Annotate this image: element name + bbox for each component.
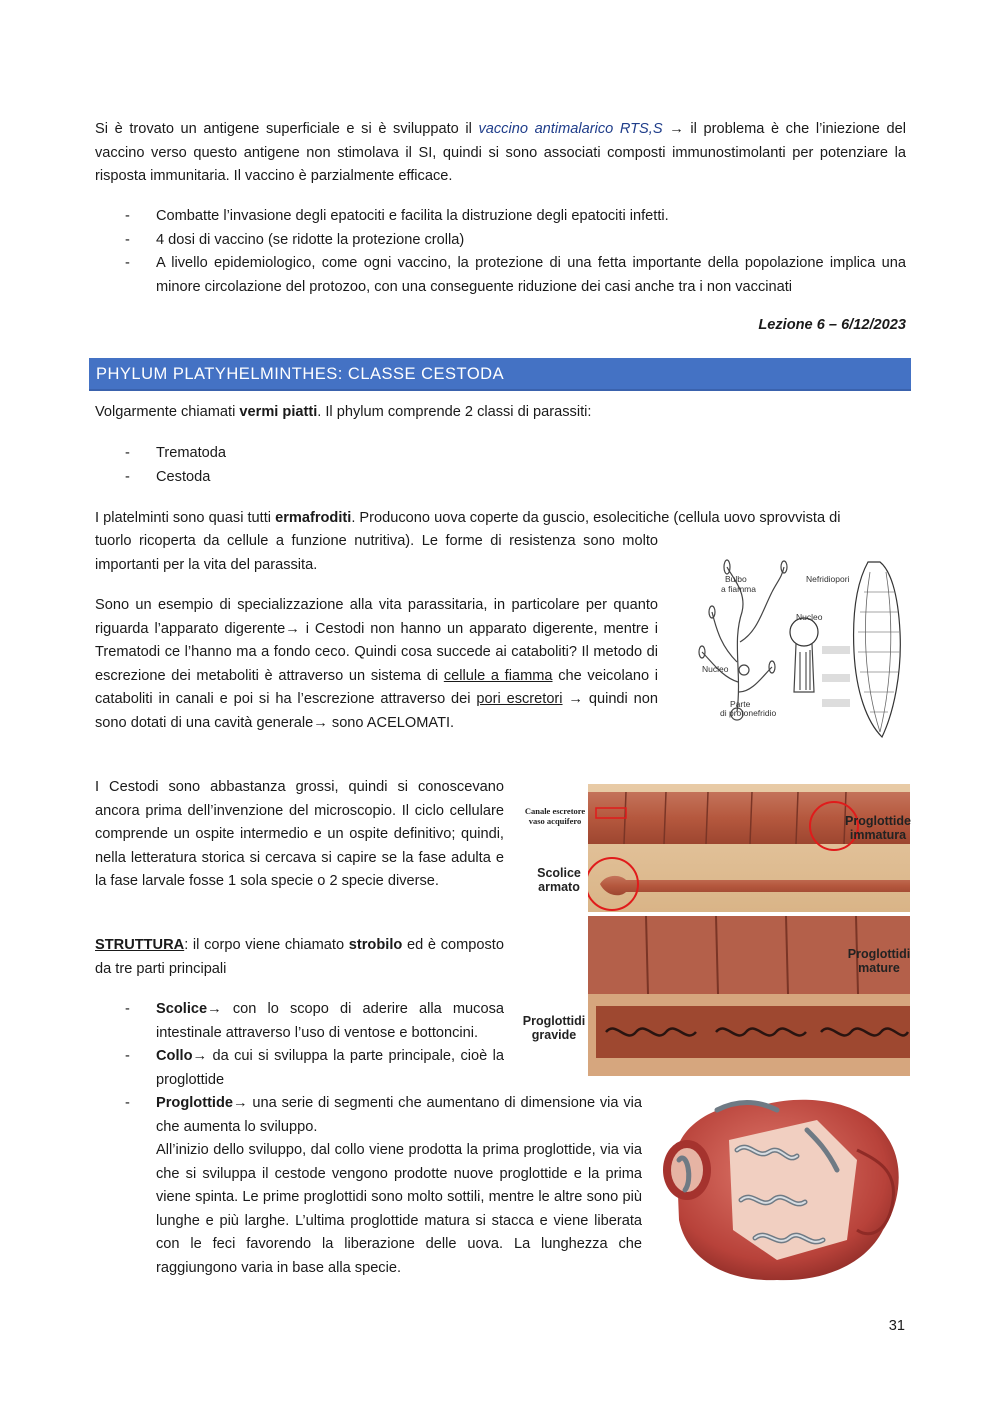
label-scolice: Scolice armato (537, 866, 581, 894)
text: . Producono uova coperte da guscio, esolecitiche (cellula uovo sprovvista di (351, 510, 841, 526)
text: All’inizio dello sviluppo, dal collo viene prodotta la prima proglottide, via via che si sviluppa il cestode vengono prodotte nuove proglottide e la prima viene spinta. Le prime proglottidi sono molto sottili, mentre le altre sono più lunghe e più larghe. L’ultima proglottide matura si stacca e viene liberata con le feci favorendo la liberazione delle uova. La lunghezza che raggiungono varia in base alla specie. (156, 1142, 642, 1276)
section-heading: PHYLUM PLATYHELMINTHES: CLASSE CESTODA (89, 358, 911, 391)
label-bulbo: Bulbo (725, 574, 747, 584)
tapeworm-photo-figure (516, 784, 910, 1076)
vaccine-link-text: vaccino antimalarico RTS,S (478, 121, 663, 137)
underlined-term: pori escretori (476, 691, 563, 707)
cestodi-paragraph: I Cestodi sono abbastanza grossi, quindi si conoscevano ancora prima dell’invenzione del microscopio. Il ciclo cellulare comprende un ospite intermedio e un ospite definitivo; quindi, nella letteratura storica si cercava si capire se la fase adulta e la fase larvale fosse 1 sola specie o 2 specie diverse. (95, 779, 504, 889)
label-parte-2: di protonefridio (720, 708, 777, 718)
text: → con lo scopo di aderire alla mucosa intestinale attraverso l’uso di ventose e bottoncini. (156, 1001, 504, 1041)
list-item (95, 998, 504, 1045)
text: ed è composto da tre parti principali (95, 937, 504, 977)
text: Sono un esempio di specializzazione alla vita parassitaria, in particolare per quanto riguarda l’apparato digerente→ i Cestodi non hanno un apparato digerente, mentre i Trematodi ce l’hanno ma a fondo ceco. Quindi cosa succede ai cataboliti? Il metodo di escrezione dei metaboliti è attraverso un sistema di (95, 597, 658, 684)
intro-text-cont: → il problema è che l’iniezione del vaccino verso questo antigene non stimolava il SI, quindi si sono associati composti immunostimolanti per potenziare la risposta immunitaria. Il vaccino è parzialmente efficace. (95, 121, 907, 184)
text: : il corpo viene chiamato (184, 937, 349, 953)
list-item: - 4 dosi di vaccino (se ridotte la protezione crolla) (95, 229, 906, 253)
struttura-label: STRUTTURA (95, 937, 185, 953)
list-item (95, 1045, 504, 1092)
protonephridium-diagram (672, 552, 908, 742)
protonephridium-figure (672, 552, 908, 742)
text: che veicolano i cataboliti in canali e poi si ha l’escrezione attraverso dei (95, 667, 658, 707)
label-parte: Parte (730, 699, 751, 709)
intro-paragraph (95, 118, 906, 189)
list-item: - Trematoda (95, 442, 906, 466)
intro-platyhelminthes (95, 401, 906, 425)
text: . Il phylum comprende 2 classi di parassiti: (317, 404, 592, 420)
label-nucleo-2: Nucleo (702, 664, 729, 674)
label-gravide: Proglottidi gravide (522, 1014, 586, 1042)
intro-text: Si è trovato un antigene superficiale e si è sviluppato il (95, 121, 479, 137)
bold-term: ermafroditi (275, 510, 352, 526)
parts-list (95, 998, 504, 1092)
label-nucleo: Nucleo (796, 612, 823, 622)
part-name: Proglottide (156, 1095, 234, 1111)
label-canale: Canale escretore vaso acquifero (524, 806, 586, 826)
specialization-paragraph (95, 594, 658, 735)
ermafroditi-continued: tuorlo ricoperta da cellule a funzione nutritiva). Le forme di resistenza sono molto importanti per la vita del parassita. (95, 533, 658, 573)
list-item: - A livello epidemiologico, come ogni vaccino, la protezione di una fetta importante della popolazione implica una minore circolazione del protozoo, con una conseguente riduzione dei casi anche tra i non vaccinati (95, 252, 906, 299)
text: Volgarmente chiamati (95, 404, 240, 420)
label-nefridiopori: Nefridiopori (806, 574, 850, 584)
bold-term: vermi piatti (239, 404, 318, 420)
classes-list (95, 442, 906, 489)
text: → da cui si sviluppa la parte principale, cioè la proglottide (156, 1048, 504, 1088)
lesson-date: Lezione 6 – 6/12/2023 (758, 317, 906, 333)
intestine-illustration (657, 1090, 907, 1290)
label-mature: Proglottidi mature (847, 947, 911, 975)
ermafroditi-line (95, 507, 906, 531)
parts-list-cont (95, 1092, 642, 1280)
part-name: Scolice (156, 1001, 208, 1017)
list-item: - Combatte l’invasione degli epatociti e facilita la distruzione degli epatociti infetti. (95, 205, 906, 229)
label-immatura: Proglottide immatura (845, 814, 911, 842)
struttura-paragraph (95, 934, 504, 981)
page-number: 31 (888, 1318, 905, 1334)
intestine-figure (657, 1090, 907, 1290)
underlined-term: cellule a fiamma (443, 667, 553, 684)
part-name: Collo (156, 1048, 193, 1064)
list-item (95, 1092, 642, 1280)
text: I platelminti sono quasi tutti (95, 510, 276, 526)
text: → una serie di segmenti che aumentano di dimensione via via che aumenta lo sviluppo. (156, 1095, 642, 1135)
label-bulbo-2: a fiamma (721, 584, 756, 594)
text: → quindi non sono dotati di una cavità generale→ sono ACELOMATI. (95, 691, 658, 731)
list-item: - Cestoda (95, 466, 906, 490)
vaccine-bullet-list (95, 205, 906, 299)
bold-term: strobilo (348, 937, 403, 953)
